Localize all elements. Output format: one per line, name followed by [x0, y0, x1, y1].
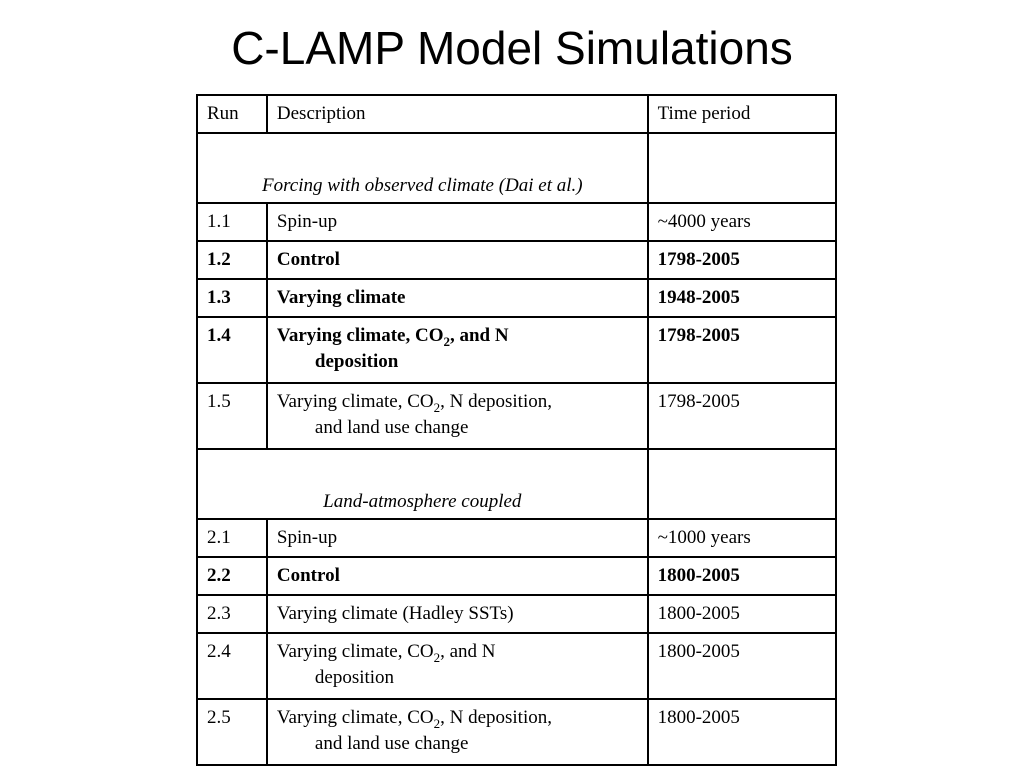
- description-line-2: deposition: [314, 667, 395, 688]
- section-row: [197, 133, 836, 203]
- description-cell: [267, 699, 648, 765]
- table-row: [197, 279, 836, 317]
- description-text: Varying climate (Hadley SSTs): [276, 603, 514, 624]
- table-row: [197, 519, 836, 557]
- table-row: [197, 241, 836, 279]
- section-empty-cell: [648, 449, 836, 519]
- description-cell: [267, 203, 648, 241]
- description-text-cont: , and N: [449, 325, 509, 346]
- simulations-table: [196, 94, 837, 766]
- description-text: Control: [276, 249, 340, 270]
- time-period-cell: ~4000 years: [648, 203, 836, 241]
- subscript-text: 2: [433, 399, 441, 415]
- header-time-period: Time period: [648, 95, 836, 133]
- time-period-cell: 1800-2005: [648, 557, 836, 595]
- subscript-text: 2: [433, 649, 441, 665]
- description-text: Varying climate, CO: [276, 391, 434, 412]
- table-row: [197, 633, 836, 699]
- run-id-cell: 2.2: [197, 557, 267, 595]
- time-period-cell: 1800-2005: [648, 699, 836, 765]
- description-text: Control: [276, 565, 340, 586]
- time-period-cell: 1948-2005: [648, 279, 836, 317]
- description-line-2: and land use change: [314, 733, 469, 754]
- run-id-cell: 2.4: [197, 633, 267, 699]
- description-line-2: and land use change: [314, 417, 469, 438]
- header-description: Description: [267, 95, 648, 133]
- time-period-cell: 1798-2005: [648, 383, 836, 449]
- section-empty-cell: [648, 133, 836, 203]
- table-row: [197, 595, 836, 633]
- description-text-cont: , N deposition,: [440, 391, 552, 412]
- description-cell: [267, 595, 648, 633]
- run-id-cell: 1.3: [197, 279, 267, 317]
- slide-title: C-LAMP Model Simulations: [231, 22, 793, 74]
- subscript-text: 2: [433, 715, 441, 731]
- description-cell: [267, 383, 648, 449]
- run-id-cell: 1.1: [197, 203, 267, 241]
- run-id-cell: 1.5: [197, 383, 267, 449]
- description-cell: [267, 241, 648, 279]
- table-row: [197, 557, 836, 595]
- description-text: Spin-up: [276, 211, 338, 232]
- description-text: Varying climate, CO: [276, 325, 444, 346]
- time-period-cell: 1798-2005: [648, 317, 836, 383]
- run-id-cell: 1.2: [197, 241, 267, 279]
- description-text-cont: , N deposition,: [440, 707, 552, 728]
- run-id-cell: 2.3: [197, 595, 267, 633]
- subscript-text: 2: [443, 333, 450, 349]
- description-text: Spin-up: [276, 527, 338, 548]
- table-row: [197, 383, 836, 449]
- run-id-cell: 2.5: [197, 699, 267, 765]
- section-label: Land-atmosphere coupled: [197, 449, 648, 519]
- table-body: [197, 95, 836, 765]
- time-period-cell: 1800-2005: [648, 633, 836, 699]
- table-row: [197, 203, 836, 241]
- header-run: Run: [197, 95, 267, 133]
- time-period-cell: 1800-2005: [648, 595, 836, 633]
- run-id-cell: 1.4: [197, 317, 267, 383]
- time-period-cell: ~1000 years: [648, 519, 836, 557]
- table-row: [197, 699, 836, 765]
- table-header-row: [197, 95, 836, 133]
- section-label: Forcing with observed climate (Dai et al.): [197, 133, 648, 203]
- description-cell: [267, 557, 648, 595]
- description-cell: [267, 279, 648, 317]
- description-text: Varying climate: [276, 287, 406, 308]
- description-text: Varying climate, CO: [276, 707, 434, 728]
- description-text: Varying climate, CO: [276, 641, 434, 662]
- time-period-cell: 1798-2005: [648, 241, 836, 279]
- table-row: [197, 317, 836, 383]
- description-cell: [267, 519, 648, 557]
- description-text-cont: , and N: [440, 641, 496, 662]
- description-cell: [267, 317, 648, 383]
- section-row: [197, 449, 836, 519]
- description-cell: [267, 633, 648, 699]
- run-id-cell: 2.1: [197, 519, 267, 557]
- description-line-2: deposition: [314, 351, 399, 372]
